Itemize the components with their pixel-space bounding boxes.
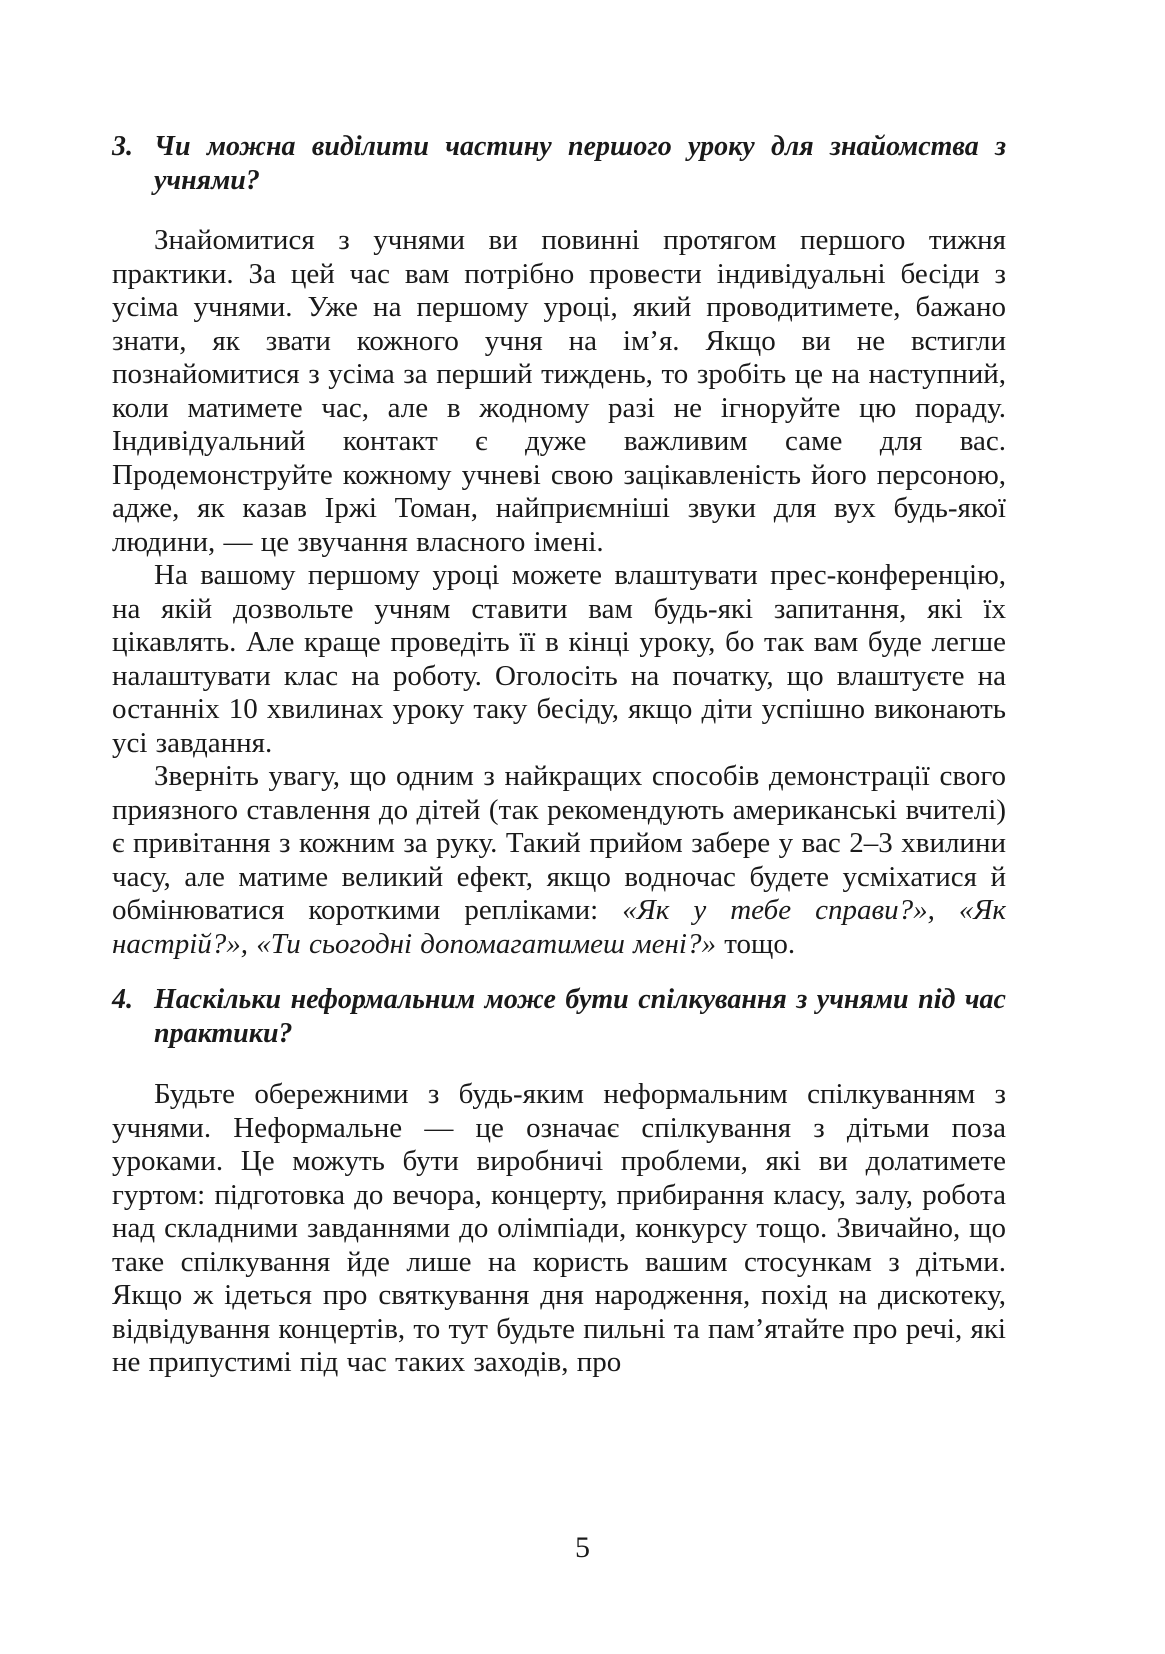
section-3-heading-block (112, 130, 1006, 198)
section-3-title: Чи можна виділити частину першого уроку для знайомства з учнями? (154, 131, 1006, 196)
section-4-heading (112, 983, 1006, 1051)
section-4-title: Наскільки неформальним може бути спілкування з учнями під час практики? (154, 984, 1006, 1049)
section-4-paragraph-1: Будьте обережними з будь-яким неформальним спілкуванням з учнями. Неформальне — це означає спілкування з дітьми поза уроками. Це можуть бути виробничі проблеми, які ви долатимете гуртом: підготовка до вечора, концерту, прибирання класу, залу, робота над складними завданнями до олімпіади, конкурсу тощо. Звичайно, що таке спілкування йде лише на користь вашим стосункам з дітьми. Якщо ж ідеться про святкування дня народження, похід на дискотеку, відвідування концертів, то тут будьте пильні та пам’ятайте про речі, які не припустимі під час таких заходів, про (112, 1078, 1006, 1378)
section-3-paragraph-3-end: тощо. (715, 927, 796, 960)
section-3-heading (112, 130, 1006, 198)
section-4-heading-block (112, 983, 1006, 1051)
section-3-paragraph-3 (112, 760, 1006, 961)
section-4-body (112, 1078, 1006, 1380)
section-3-paragraph-3-start: Зверніть увагу, що одним з найкращих способів демонстрації свого приязного ставлення до дітей (так рекомендують американські вчителі) є привітання з кожним за руку. Такий прийом забере у вас 2–3 хвилини часу, але матиме великий ефект, якщо водночас будете усміхатися й обмінюватися короткими репліками: (112, 760, 1006, 926)
section-3-body (112, 224, 1006, 961)
section-3-paragraph-3-quotes: «Як у тебе справи?», «Як настрій?», «Ти сьогодні допомагатимеш мені?» (112, 894, 1006, 960)
section-3-paragraph-2: На вашому першому уроці можете влаштувати прес-конференцію, на якій дозвольте учням ставити вам будь-які запитання, які їх цікавлять. Але краще проведіть її в кінці уроку, бо так вам буде легше налаштувати клас на роботу. Оголосіть на початку, що влаштуєте на останніх 10 хвилинах уроку таку бесіду, якщо діти успішно виконають усі завдання. (112, 559, 1006, 759)
section-4-number: 4. (112, 984, 133, 1015)
page-number: 5 (575, 1531, 590, 1564)
section-3-paragraph-1: Знайомитися з учнями ви повинні протягом першого тижня практики. За цей час вам потрібно провести індивідуальні бесіди з усіма учнями. Уже на першому уроці, який проводитимете, бажано знати, як звати кожного учня на ім’я. Якщо ви не встигли познайомитися з усіма за перший тиждень, то зробіть це на наступний, коли матимете час, але в жодному разі не ігноруйте цю пораду. Індивідуальний контакт є дуже важливим саме для вас. Продемонструйте кожному учневі свою зацікавленість його персоною, адже, як казав Іржі Томан, найприємніші звуки для вух будь-якої людини, — це звучання власного імені. (112, 224, 1006, 558)
section-3-number: 3. (112, 131, 133, 162)
